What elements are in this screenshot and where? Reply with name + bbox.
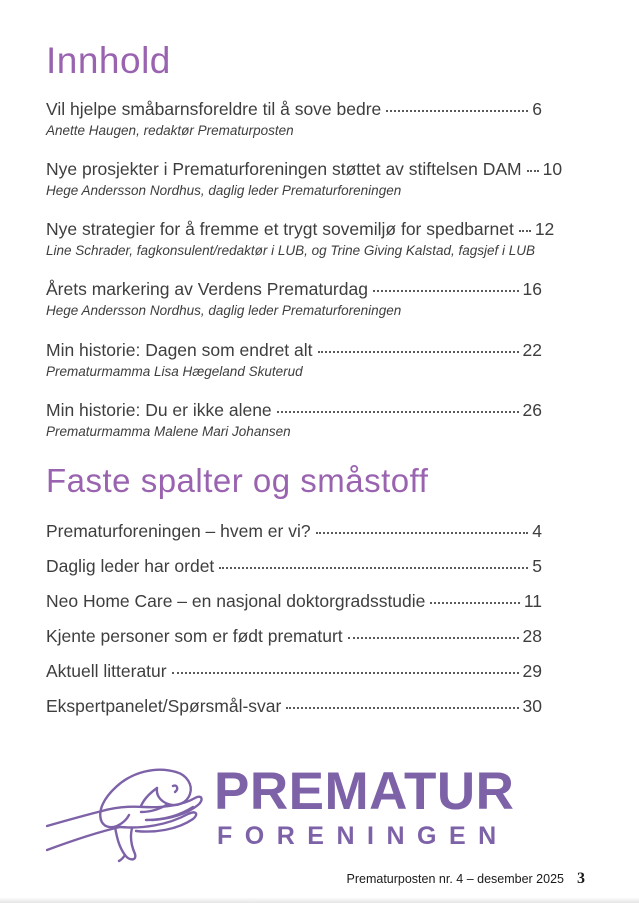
toc-entry-author: Hege Andersson Nordhus, daglig leder Prematurforeningen: [46, 183, 402, 199]
toc-entry-row: [46, 521, 542, 542]
toc-entry-author: Line Schrader, fagkonsulent/redaktør i LUB, og Trine Giving Kalstad, fagsjef i LUB: [46, 243, 535, 259]
toc-entry-title: Min historie: Du er ikke alene: [46, 399, 272, 420]
toc-entry-page-number: 22: [522, 339, 542, 360]
section-entries: [46, 521, 542, 717]
toc-entry-title: Prematurforeningen – hvem er vi?: [46, 520, 311, 541]
toc-entry-author: Anette Haugen, redaktør Prematurposten: [46, 122, 294, 138]
toc-entry-page-number: 4: [532, 520, 542, 541]
toc-entry: [46, 400, 542, 440]
logo-line1: PREMATUR: [214, 761, 515, 821]
dot-leader: [373, 290, 519, 292]
dot-leader: [277, 411, 519, 413]
toc-entry: [46, 279, 542, 319]
section-entries: [46, 98, 563, 440]
logo-line2: FORENINGEN: [217, 821, 509, 850]
toc-entry-page-number: 12: [534, 219, 555, 240]
toc-entry: [46, 219, 555, 259]
page-number: 3: [577, 870, 585, 887]
toc-entry-page-number: 28: [522, 625, 542, 646]
section-heading: Innhold: [46, 40, 171, 81]
dot-leader: [386, 110, 528, 112]
prematurforeningen-logo: [46, 763, 639, 874]
toc-entry: [46, 591, 542, 612]
toc-sections: [46, 40, 563, 717]
toc-entry: [46, 340, 542, 380]
toc-entry-title: Min historie: Dagen som endret alt: [46, 339, 313, 360]
toc-entry-author: Hege Andersson Nordhus, daglig leder Prematurforeningen: [46, 303, 402, 319]
toc-entry-row: [46, 99, 542, 120]
toc-entry: [46, 626, 542, 647]
toc-entry-row: [46, 591, 542, 612]
section-heading: Faste spalter og småstoff: [46, 461, 429, 499]
dot-leader: [219, 567, 528, 569]
toc-entry-row: [46, 400, 542, 421]
toc-entry-row: [46, 340, 542, 361]
dot-leader: [286, 707, 518, 709]
dot-leader: [172, 672, 519, 674]
toc-section: [46, 461, 542, 717]
toc-entry-title: Nye strategier for å fremme et trygt sovemiljø for spedbarnet: [46, 219, 514, 240]
dot-leader: [519, 230, 531, 232]
toc-entry-title: Kjente personer som er født prematurt: [46, 625, 343, 646]
toc-entry-title: Daglig leder har ordet: [46, 555, 215, 576]
toc-entry-page-number: 6: [532, 98, 542, 119]
toc-entry-page-number: 10: [542, 159, 563, 180]
issue-label: Prematurposten nr. 4 – desember 2025: [346, 872, 564, 886]
toc-entry: [46, 661, 542, 682]
toc-entry-page-number: 16: [522, 279, 542, 300]
logo-wordmark: [214, 761, 515, 850]
toc-entry: [46, 521, 542, 542]
toc-entry-title: Aktuell litteratur: [46, 660, 167, 681]
dot-leader: [316, 532, 529, 534]
toc-entry-page-number: 26: [522, 399, 542, 420]
toc-entry-row: [46, 626, 542, 647]
dot-leader: [430, 602, 519, 604]
dot-leader: [318, 351, 519, 353]
toc-entry-row: [46, 661, 542, 682]
toc-entry: [46, 159, 563, 199]
toc-entry-page-number: 5: [532, 555, 542, 576]
toc-entry-page-number: 11: [523, 590, 542, 611]
toc-entry-title: Årets markering av Verdens Prematurdag: [46, 279, 368, 300]
toc-entry-title: Nye prosjekter i Prematurforeningen støttet av stiftelsen DAM: [46, 159, 522, 180]
toc-entry: [46, 696, 542, 717]
toc-entry: [46, 99, 542, 139]
toc-entry-row: [46, 556, 542, 577]
toc-entry-row: [46, 159, 563, 180]
toc-entry: [46, 556, 542, 577]
toc-entry-page-number: 30: [522, 695, 542, 716]
toc-section: [46, 40, 563, 440]
dot-leader: [348, 637, 519, 639]
sleeping-baby-on-hand-icon: [46, 763, 208, 874]
page-footer: [347, 870, 586, 888]
toc-entry-title: Vil hjelpe småbarnsforeldre til å sove bedre: [46, 98, 382, 119]
toc-entry-row: [46, 219, 555, 240]
toc-entry-author: Prematurmamma Lisa Hægeland Skuterud: [46, 363, 303, 379]
toc-entry-row: [46, 696, 542, 717]
toc-entry-author: Prematurmamma Malene Mari Johansen: [46, 423, 291, 439]
dot-leader: [527, 170, 539, 172]
toc-entry-row: [46, 279, 542, 300]
toc-entry-title: Ekspertpanelet/Spørsmål-svar: [46, 695, 282, 716]
toc-entry-page-number: 29: [522, 660, 542, 681]
toc-entry-title: Neo Home Care – en nasjonal doktorgradsstudie: [46, 590, 426, 611]
